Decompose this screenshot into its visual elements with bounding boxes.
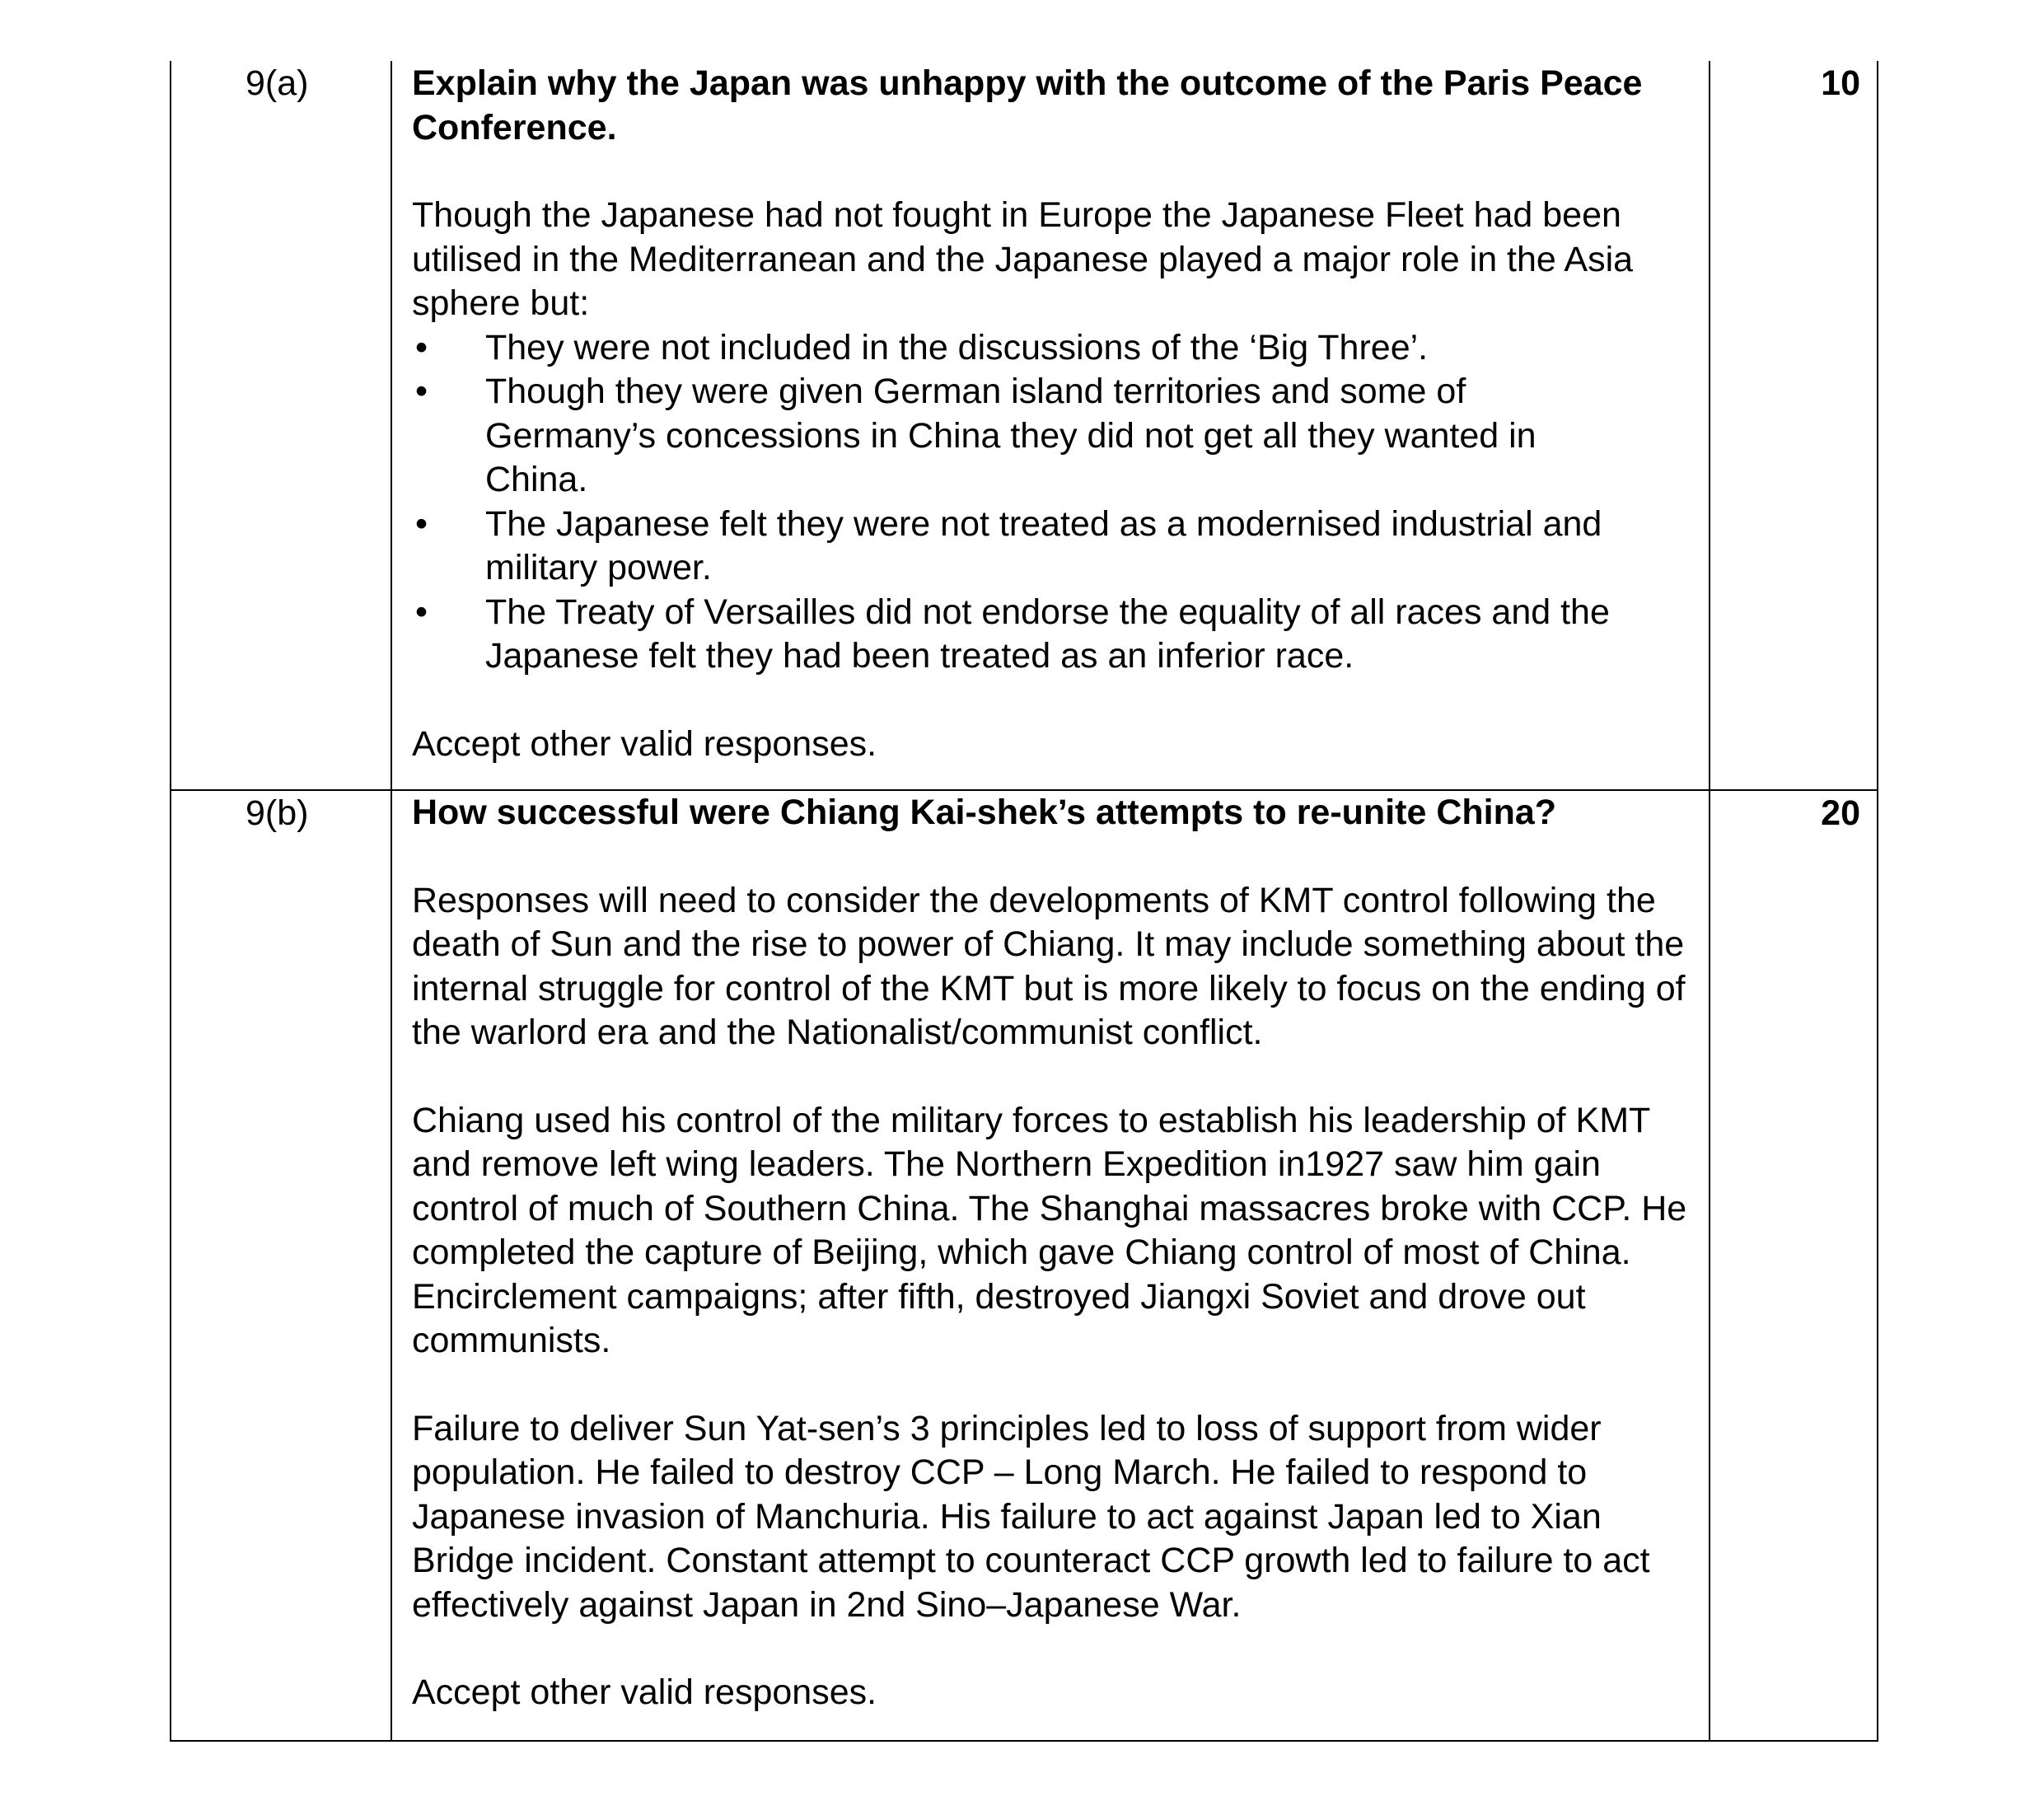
question-number: 9(a) [246, 63, 309, 103]
question-cell [171, 61, 391, 789]
answer-cell [391, 61, 1710, 789]
question-heading: How successful were Chiang Kai-shek’s attempts to re-unite China? [412, 793, 1557, 832]
answer-paragraph: Failure to deliver Sun Yat-sen’s 3 principles led to loss of support from wider population. He failed to destroy CCP – Long March. He failed to respond to Japanese invasion of Manchuria. His failure to act against Japan led to Xian Bridge incident. Constant attempt to counteract CCP growth led to failure to act effectively against Japan in 2nd Sino–Japanese War. [412, 1408, 1650, 1625]
marks-value: 10 [1821, 63, 1860, 103]
question-cell [171, 791, 391, 1740]
bullet-icon: • [415, 372, 428, 411]
mark-scheme-table [170, 61, 1878, 1742]
bullet-icon: • [415, 592, 428, 632]
accept-note: Accept other valid responses. [412, 723, 877, 764]
bullet-icon: • [415, 503, 428, 544]
marks-cell [1710, 791, 1877, 1740]
accept-note: Accept other valid responses. [412, 1672, 877, 1712]
list-item: • The Japanese felt they were not treated as a modernised industrial and military power. [415, 503, 1602, 587]
bullet-icon: • [415, 327, 428, 367]
question-heading: Explain why the Japan was unhappy with the outcome of the Paris Peace Conference. [412, 63, 1643, 147]
marks-cell [1710, 61, 1877, 789]
answer-paragraph: Responses will need to consider the developments of KMT control following the death of Sun and the rise to power of Chiang. It may include something about the internal struggle for control of the KMT but is more likely to focus on the ending of the warlord era and the Nationalist/communist conflict. [412, 880, 1686, 1052]
answer-paragraph: Chiang used his control of the military forces to establish his leadership of KMT and remove left wing leaders. The Northern Expedition in1927 saw him gain control of much of Southern China. The Shanghai massacres broke with CCP. He completed the capture of Beijing, which gave Chiang control of most of China. Encirclement campaigns; after fifth, destroyed Jiangxi Soviet and drove out communists. [412, 1100, 1687, 1360]
table-row-9a [171, 61, 1877, 791]
marks-value: 20 [1821, 793, 1860, 833]
answer-cell [391, 791, 1710, 1740]
list-item: • Though they were given German island territories and some of Germany’s concessions in China they did not get all they wanted in China. [415, 372, 1537, 499]
list-item: • They were not included in the discussions of the ‘Big Three’. [412, 326, 1692, 371]
answer-intro: Though the Japanese had not fought in Europe the Japanese Fleet had been utilised in the Mediterranean and the Japanese played a major role in the Asia sphere but: [412, 195, 1634, 323]
table-row-9b [171, 791, 1877, 1740]
list-item: • The Treaty of Versailles did not endorse the equality of all races and the Japanese felt they had been treated as an inferior race. [415, 592, 1610, 676]
answer-bullet-list [412, 326, 1692, 679]
question-number: 9(b) [246, 793, 309, 833]
